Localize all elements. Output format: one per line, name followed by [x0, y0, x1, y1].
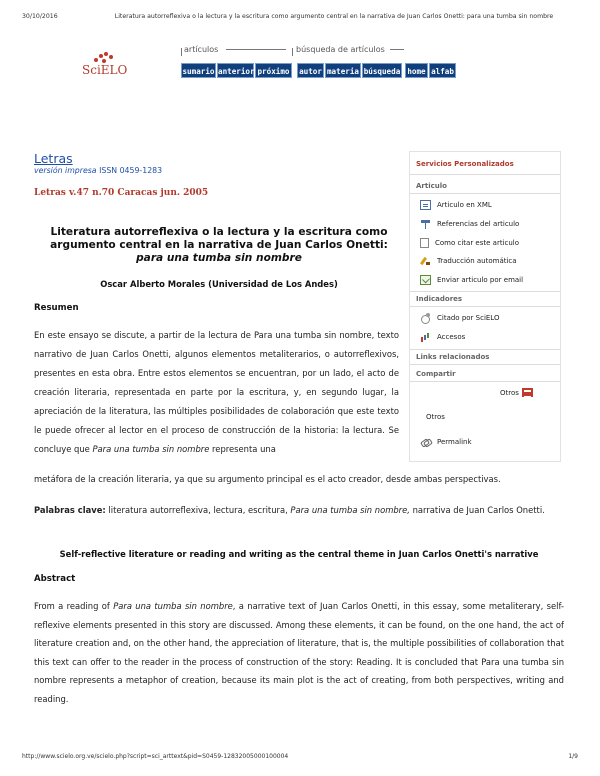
sidebar-item-accesos[interactable]	[420, 332, 465, 342]
article-title-main: Literatura autorreflexiva o la lectura y la escritura como argumento central en la narrativa de Juan Carlos Onetti:	[50, 226, 388, 251]
share-otros-button[interactable]	[500, 388, 533, 397]
logo-text: SciELO	[82, 63, 128, 77]
abstract-heading: Abstract	[34, 574, 76, 584]
citado-icon	[420, 313, 431, 323]
issn: ISSN 0459-1283	[99, 166, 163, 175]
nav-busqueda-button[interactable]: búsqueda	[362, 63, 402, 78]
sidebar-item-label: Referencias del articulo	[437, 220, 520, 228]
translate-icon	[420, 256, 431, 266]
print-title: Literatura autorreflexiva o la lectura y la escritura como argumento central en la narrativa de Juan Carlos Onetti: para una tumba sin nombre	[114, 13, 554, 20]
share-otros-link[interactable]: Otros	[426, 413, 445, 421]
sidebar-articulo-heading: Articulo	[416, 182, 447, 190]
abstract-text-italic: Para una tumba sin nombre	[113, 601, 233, 611]
sidebar-rule	[410, 381, 560, 382]
keywords-label: Palabras clave:	[34, 505, 106, 515]
resumen-text-2: representa una	[212, 444, 276, 454]
abstract-text	[34, 597, 564, 709]
sidebar-item-label: Articulo en XML	[437, 201, 492, 209]
resumen-text-tail: metáfora de la creación literaria, ya que su argumento principal es el acto creador, desde ambas perspectivas.	[34, 474, 501, 484]
sidebar-item-label: Citado por SciELO	[437, 314, 500, 322]
keywords-text-2: narrativa de Juan Carlos Onetti.	[412, 505, 545, 515]
sidebar-links-heading[interactable]: Links relacionados	[416, 353, 490, 361]
sidebar-rule	[410, 291, 560, 292]
nav-group-articulos: artículos	[184, 45, 219, 54]
references-icon	[420, 219, 431, 229]
nav-rule-1	[226, 49, 286, 50]
share-icon	[522, 388, 533, 397]
sidebar-item-xml[interactable]	[420, 200, 492, 210]
abstract-text-1: From a reading of	[34, 601, 110, 611]
nav-rule-2	[390, 49, 404, 50]
nav-alfab-button[interactable]: alfab	[429, 63, 456, 78]
article-author: Oscar Alberto Morales (Universidad de Los Andes)	[100, 279, 338, 289]
nav-proximo-button[interactable]: próximo	[255, 63, 292, 78]
email-icon	[420, 275, 431, 285]
sidebar-item-citado[interactable]	[420, 313, 499, 323]
english-title: Self-reflective literature or reading and writing as the central theme in Juan Carlos Onetti's narrative	[59, 549, 539, 559]
sidebar-item-label: Enviar articulo por email	[437, 276, 524, 284]
resumen-text-italic: Para una tumba sin nombre	[92, 444, 210, 454]
sidebar-rule	[410, 306, 560, 307]
services-sidebar	[409, 151, 561, 462]
keywords-text-italic: Para una tumba sin nombre,	[290, 505, 410, 515]
nav-anterior-button[interactable]: anterior	[217, 63, 254, 78]
keywords-text-1: literatura autorreflexiva, lectura, escritura,	[108, 505, 288, 515]
sidebar-rule	[410, 349, 560, 350]
sidebar-item-label: Permalink	[437, 438, 472, 446]
nav-bracket-mid	[292, 48, 293, 56]
nav-materia-button[interactable]: materia	[325, 63, 361, 78]
cite-icon	[420, 238, 429, 248]
print-footer	[22, 753, 578, 760]
sidebar-rule	[410, 174, 560, 175]
resumen-text-1: En este ensayo se discute, a partir de la lectura de Para una tumba sin nombre, texto narrativo de Juan Carlos Onetti, algunos elementos metaliterarios, o autorreflexivos, presentes en esta obra. Entre estos elementos se encuentran, por un lado, el acto de creación literaria, representada en parte por la escritura, y, en segundo lugar, la apreciación de la literatura, las múltiples posibilidades de colaboración que este texto le puede ofrecer al lector en el proceso de construcción de la historia: la lectura. Se concluye que	[34, 330, 399, 454]
sidebar-item-label: Accesos	[437, 333, 466, 341]
sidebar-item-label: Como citar este articulo	[435, 239, 520, 247]
sidebar-item-traduccion[interactable]	[420, 256, 517, 266]
sidebar-item-citar[interactable]	[420, 238, 519, 248]
nav-bracket-left	[181, 48, 182, 56]
nav-autor-button[interactable]: autor	[297, 63, 324, 78]
version-label: versión impresa	[34, 166, 97, 175]
sidebar-item-permalink[interactable]	[420, 437, 472, 447]
resumen-text	[34, 326, 399, 459]
print-header	[22, 13, 578, 20]
abstract-text-2: , a narrative text of Juan Carlos Onetti, in this essay, some metaliterary, self-reflexive elements presented in this story are discussed. Among these elements, it can be found, on the one hand, the act of literature creation and, on the other hand, the appreciation of literature, that is, the multiple possibilities of collaboration that this text can offer to the reader in the process of construction of the story: Reading. It is concluded that Para una tumba sin nombre represents a metaphor of creation, because its main plot is the act of creating, from both perspectives, writing and reading.	[34, 601, 564, 704]
sidebar-rule	[410, 193, 560, 194]
article-title-italic: para una tumba sin nombre	[136, 252, 302, 264]
sidebar-rule	[410, 364, 560, 365]
print-date: 30/10/2016	[22, 13, 58, 20]
print-page-number: 1/9	[568, 753, 578, 760]
xml-doc-icon	[420, 200, 431, 210]
keywords	[34, 503, 564, 518]
share-otros-label: Otros	[500, 388, 519, 397]
resumen-heading: Resumen	[34, 303, 79, 313]
journal-version	[34, 166, 162, 175]
permalink-icon	[420, 437, 431, 447]
article-title	[34, 226, 404, 265]
sidebar-item-email[interactable]	[420, 275, 523, 285]
nav-home-button[interactable]: home	[405, 63, 428, 78]
issue-line: Letras v.47 n.70 Caracas jun. 2005	[34, 188, 209, 198]
print-url: http://www.scielo.org.ve/scielo.php?script=sci_arttext&pid=S0459-12832005000100004	[22, 753, 289, 760]
sidebar-indicadores-heading: Indicadores	[416, 295, 463, 303]
sidebar-compartir-heading: Compartir	[416, 370, 456, 378]
scielo-logo[interactable]	[82, 52, 130, 82]
nav-group-busqueda: búsqueda de artículos	[296, 45, 385, 54]
sidebar-item-referencias[interactable]	[420, 219, 519, 229]
sidebar-item-label: Traducción automática	[437, 257, 517, 265]
nav-sumario-button[interactable]: sumario	[181, 63, 216, 78]
journal-link[interactable]: Letras	[34, 151, 73, 166]
sidebar-title: Servicios Personalizados	[416, 160, 514, 168]
access-chart-icon	[420, 332, 431, 342]
